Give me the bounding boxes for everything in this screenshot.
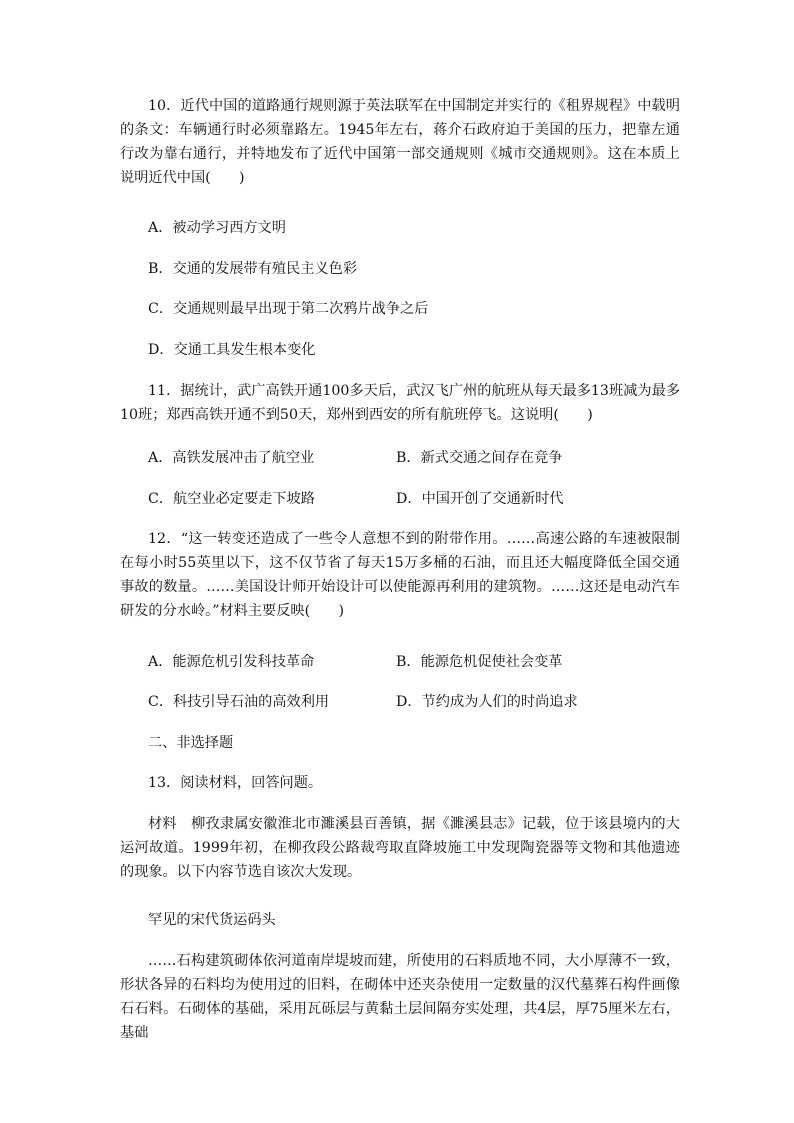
q11-option-d: D．中国开创了交通新时代 [396,491,564,507]
q12-option-d: D．节约成为人们的时尚追求 [396,694,578,710]
q10-option-d: D．交通工具发生根本变化 [148,342,316,358]
q13-material: 材料 柳孜隶属安徽淮北市濉溪县百善镇，据《濉溪县志》记载，位于该县境内的大运河故道。1999年初，在柳孜段公路裁弯取直降坡施工中发现陶瓷器等文物和其他遗迹的现象。以下内容节选自该次大发现。 [120,816,680,880]
q11-option-b: B．新式交通之间存在竞争 [396,450,563,466]
q12-option-b: B．能源危机促使社会变革 [396,654,563,670]
question-13-stem: 13．阅读材料，回答问题。 [148,775,323,791]
q12-option-c: C．科技引导石油的高效利用 [148,694,330,710]
section-heading: 二、非选择题 [148,735,234,751]
q10-option-b: B．交通的发展带有殖民主义色彩 [148,261,358,277]
q10-option-a: A．被动学习西方文明 [148,220,286,236]
q13-subtitle: 罕见的宋代货运码头 [148,912,276,928]
q13-body-text: ……石构建筑砌体依河道南岸堤坡而建，所使用的石料质地不同，大小厚薄不一致，形状各异的石料均为使用过的旧料，在砌体中还夹杂使用一定数量的汉代墓葬石构件画像石石料。石砌体的基础，采用瓦砾层与黄黏土层间隔夯实处理，共4层，厚75厘米左右，基础 [120,953,680,1041]
q10-option-c: C．交通规则最早出现于第二次鸦片战争之后 [148,301,429,317]
question-10-stem: 10．近代中国的道路通行规则源于英法联军在中国制定并实行的《租界规程》中载明的条文：车辆通行时必须靠路左。1945年左右，蒋介石政府迫于美国的压力，把靠左通行改为靠右通行，并特地发布了近代中国第一部交通规则《城市交通规则》。这在本质上说明近代中国( ) [120,98,680,186]
q11-option-c: C．航空业必定要走下坡路 [148,491,315,507]
q11-option-a: A．高铁发展冲击了航空业 [148,450,315,466]
question-11-stem: 11．据统计，武广高铁开通100多天后，武汉飞广州的航班从每天最多13班减为最多10班；郑西高铁开通不到50天，郑州到西安的所有航班停飞。这说明( ) [120,383,680,423]
question-12-stem: 12．“这一转变还造成了一些令人意想不到的附带作用。……高速公路的车速被限制在每小时55英里以下，这不仅节省了每天15万多桶的石油，而且还大幅度降低全国交通事故的数量。……美国设计师开始设计可以使能源再利用的建筑物。……这还是电动汽车研发的分水岭。”材料主要反映( ) [120,531,680,619]
q12-option-a: A．能源危机引发科技革命 [148,654,315,670]
